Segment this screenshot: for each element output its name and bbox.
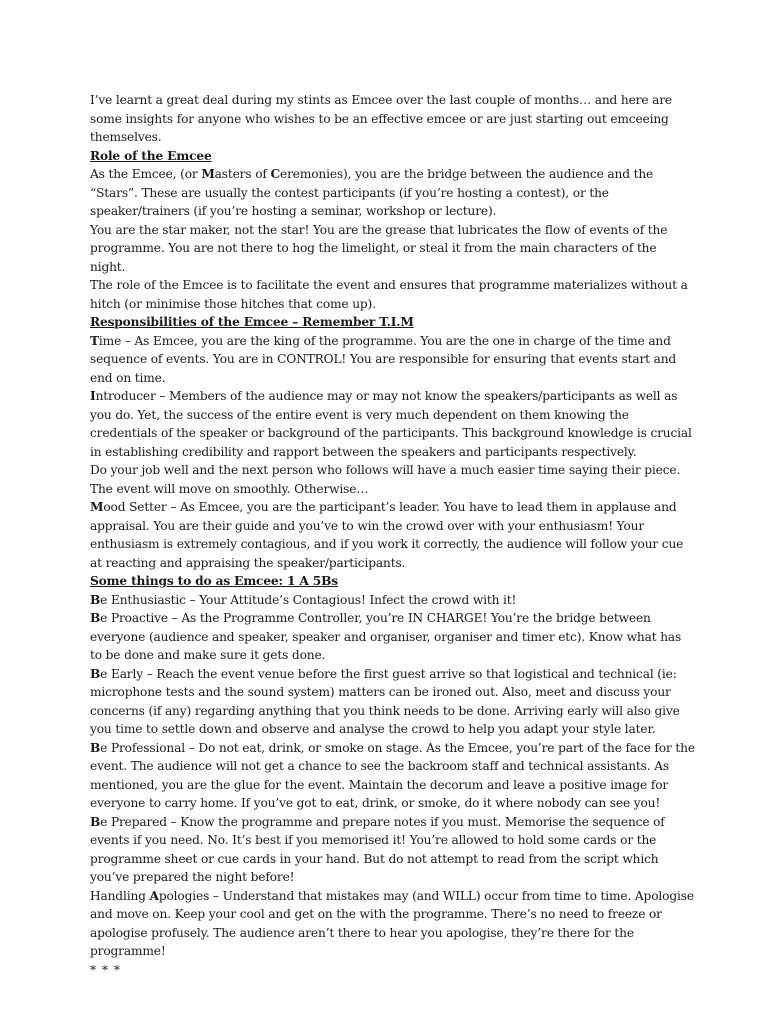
time-paragraph [90, 332, 695, 388]
bold-initial: C [270, 167, 281, 181]
text-run: As the Emcee, (or [90, 167, 202, 181]
bold-initial: I [90, 389, 96, 403]
text-run: pologies – Understand that mistakes may (and WILL) occur from time to time. Apologise and move on. Keep your cool and get on the with the programme. There’s no need to freeze or apologise profusely. The audience aren’t there to hear you apologise, they’re there for the programme! [90, 888, 694, 958]
bold-initial: B [90, 611, 101, 625]
bold-initial: B [90, 740, 101, 755]
introducer-paragraph [90, 387, 695, 461]
role-heading: Role of the Emcee [90, 148, 212, 163]
bold-initial: M [201, 167, 215, 181]
role-paragraph-3: The role of the Emcee is to facilitate the event and ensures that programme materializes without a hitch (or minimise those hitches that come up). [90, 278, 688, 311]
document-page [90, 91, 695, 979]
text-run: ood Setter – As Emcee, you are the participant’s leader. You have to lead them in applause and appraisal. You are their guide and you’ve to win the crowd over with your enthusiasm! Your enthusiasm is extremely contagious, and if you work it correctly, the audience will follow your cue at reacting and appraising the speaker/participants. [90, 500, 684, 570]
bold-initial: M [90, 500, 104, 514]
early-paragraph [90, 665, 695, 739]
bold-initial: B [90, 666, 101, 681]
text-run: e Proactive – As the Programme Controller, you’re IN CHARGE! You’re the bridge between everyone (audience and speaker, speaker and organiser, organiser and timer etc). Know what has to be done and make sure it gets done. [90, 611, 682, 662]
text-run: e Enthusiastic – Your Attitude’s Contagious! Infect the crowd with it! [100, 592, 517, 607]
role-paragraph-1 [90, 165, 695, 221]
text-run: e Professional – Do not eat, drink, or smoke on stage. As the Emcee, you’re part of the face for the event. The audience will not get a chance to see the backroom staff and technical assistants. As mentioned, you are the glue for the event. Maintain the decorum and leave a positive image for everyone to carry home. If you’ve got to eat, drink, or smoke, do it where nobody can see you! [90, 740, 695, 810]
text-run: asters of [214, 167, 271, 181]
end-mark: * * * [90, 962, 122, 977]
things-heading: Some things to do as Emcee: 1 A 5Bs [90, 574, 338, 588]
bold-initial: A [149, 888, 159, 903]
text-run: e Early – Reach the event venue before the first guest arrive so that logistical and technical (ie: microphone tests and the sound system) matters can be ironed out. Also, meet and discuss your concerns (if any) regarding anything that you think needs to be done. Arriving early will also give you time to settle down and observe and analyse the crowd to help you adapt your style later. [90, 666, 680, 736]
apologies-paragraph [90, 887, 695, 961]
bold-initial: B [90, 592, 101, 607]
bold-initial: B [90, 814, 101, 829]
bold-initial: T [90, 333, 99, 348]
text-run: e Prepared – Know the programme and prepare notes if you must. Memorise the sequence of events if you need. No. It’s best if you memorised it! You’re allowed to hold some cards or the programme sheet or cue cards in your hand. But do not attempt to read from the script which you’ve prepared the night before! [90, 814, 665, 884]
text-run: eremonies), you are the bridge between the audience and the “Stars”. These are usually the contest participants (if you’re hosting a contest), or the speaker/trainers (if you’re hosting a seminar, workshop or lecture). [90, 167, 654, 218]
job-paragraph: Do your job well and the next person who follows will have a much easier time saying their piece. The event will move on smoothly. Otherwise… [90, 463, 681, 496]
proactive-paragraph [90, 609, 695, 665]
enthusiastic-paragraph [90, 591, 695, 610]
role-paragraph-2: You are the star maker, not the star! You are the grease that lubricates the flow of events of the programme. You are not there to hog the limelight, or steal it from the main characters of the night. [90, 222, 668, 274]
prepared-paragraph [90, 813, 695, 887]
mood-setter-paragraph [90, 498, 695, 572]
text-run: ime – As Emcee, you are the king of the programme. You are the one in charge of the time and sequence of events. You are in CONTROL! You are responsible for ensuring that events start and end on time. [90, 333, 677, 385]
responsibilities-heading: Responsibilities of the Emcee – Remember T.I.M [90, 315, 414, 329]
professional-paragraph [90, 739, 695, 813]
intro-paragraph: I’ve learnt a great deal during my stints as Emcee over the last couple of months… and here are some insights for anyone who wishes to be an effective emcee or are just starting out emceeing themselves. [90, 93, 672, 144]
text-run: ntroducer – Members of the audience may or may not know the speakers/participants as well as you do. Yet, the success of the entire event is very much dependent on them knowing the credentials of the speaker or background of the participants. This background knowledge is crucial in establishing credibility and rapport between the speakers and participants respectively. [90, 389, 692, 459]
text-run: Handling [90, 888, 150, 903]
